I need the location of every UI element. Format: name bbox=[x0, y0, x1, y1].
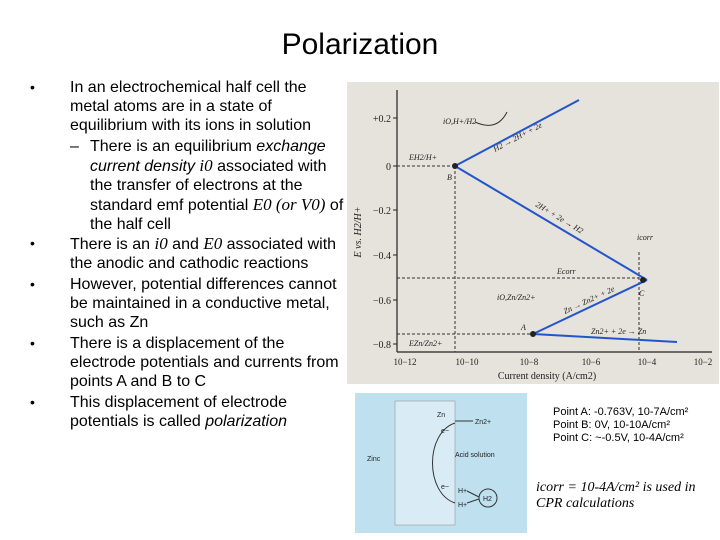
icorr-note bbox=[536, 480, 695, 512]
polarization-diagram bbox=[347, 82, 719, 384]
y-tick: +0.2 bbox=[372, 114, 391, 125]
bullet-3: • However, potential differences cannot be maintained in a conductive metal, such as Zn bbox=[30, 276, 337, 331]
x-axis-label: Current density (A/cm2) bbox=[497, 371, 597, 382]
svg-text:H+: H+ bbox=[458, 502, 468, 509]
svg-text:A: A bbox=[521, 323, 526, 332]
svg-text:e−: e− bbox=[441, 428, 449, 435]
svg-text:EH2/H+: EH2/H+ bbox=[409, 153, 438, 162]
x-tick: 10−4 bbox=[637, 357, 657, 367]
bullet-list bbox=[30, 78, 348, 433]
point-c bbox=[640, 277, 646, 283]
y-axis-label: E vs. H2/H+ bbox=[353, 206, 364, 258]
x-tick: 10−12 bbox=[393, 357, 417, 367]
y-tick: −0.4 bbox=[372, 251, 391, 262]
zinc-electrode bbox=[395, 401, 455, 525]
svg-text:H2: H2 bbox=[483, 496, 492, 503]
sub-bullet-1: – There is an equilibrium exchange current density i0 associated with the transfer of electrons at the standard emf potential E0 (or V0) of the half cell bbox=[70, 138, 344, 233]
x-tick: 10−6 bbox=[581, 357, 601, 367]
x-tick: 10−8 bbox=[519, 357, 539, 367]
y-tick: −0.6 bbox=[372, 296, 391, 307]
x-ticks bbox=[393, 357, 712, 367]
bullet-5: • This displacement of electrode potentials is called polarization bbox=[30, 394, 288, 430]
point-a-text: Point A: -0.763V, 10-7A/cm² bbox=[553, 406, 689, 418]
svg-text:Ecorr: Ecorr bbox=[557, 267, 576, 276]
zn-oxidation-line bbox=[533, 280, 647, 334]
icorr-note-line-1: icorr = 10-4A/cm² is used in bbox=[536, 480, 696, 495]
h2-reduction-line bbox=[455, 166, 647, 280]
svg-text:Zn2+ + 2e → Zn: Zn2+ + 2e → Zn bbox=[591, 327, 647, 336]
svg-text:Acid solution: Acid solution bbox=[455, 452, 495, 459]
slide-title: Polarization bbox=[281, 28, 439, 61]
bullet-1-text: In an electrochemical half cell the metal atoms are in a state of equilibrium with its ions in solution bbox=[70, 79, 311, 134]
points-list bbox=[553, 406, 688, 445]
svg-text:e−: e− bbox=[441, 484, 449, 491]
svg-text:iO,H+/H2: iO,H+/H2 bbox=[443, 117, 477, 126]
x-tick: 10−10 bbox=[455, 357, 479, 367]
bullet-1: • In an electrochemical half cell the metal atoms are in a state of equilibrium with its ions in solution bbox=[30, 79, 311, 134]
y-tick: 0 bbox=[386, 162, 391, 173]
svg-text:iO,Zn/Zn2+: iO,Zn/Zn2+ bbox=[497, 293, 536, 302]
i0-symbol: i0 bbox=[199, 156, 213, 175]
y-tick: −0.2 bbox=[372, 206, 391, 217]
bullet-2: • There is an i0 and E0 associated with the anodic and cathodic reactions bbox=[30, 234, 337, 272]
point-b-text: Point B: 0V, 10-10A/cm² bbox=[553, 419, 670, 431]
svg-text:Zinc: Zinc bbox=[367, 456, 381, 463]
svg-text:C: C bbox=[639, 289, 645, 298]
svg-text:H2 → 2H+ + 2e: H2 → 2H+ + 2e bbox=[491, 120, 544, 154]
point-b bbox=[452, 163, 458, 169]
svg-text:2H+ + 2e → H2: 2H+ + 2e → H2 bbox=[533, 199, 585, 236]
io-h2-arrow bbox=[475, 112, 507, 125]
svg-text:H+: H+ bbox=[458, 488, 468, 495]
svg-text:icorr: icorr bbox=[637, 233, 653, 242]
svg-text:B: B bbox=[447, 173, 452, 182]
point-c-text: Point C: ~-0.5V, 10-4A/cm² bbox=[553, 432, 684, 444]
icorr-note-line-2: CPR calculations bbox=[536, 496, 635, 511]
svg-text:EZn/Zn2+: EZn/Zn2+ bbox=[409, 339, 443, 348]
svg-text:Zn: Zn bbox=[437, 412, 446, 419]
y-tick: −0.8 bbox=[372, 340, 391, 351]
zinc-acid-cell-diagram bbox=[355, 393, 527, 533]
svg-text:Zn2+: Zn2+ bbox=[475, 419, 492, 426]
svg-text:Zn → Zn2+ + 2e: Zn → Zn2+ + 2e bbox=[562, 284, 616, 316]
x-tick: 10−2 bbox=[693, 357, 713, 367]
point-a bbox=[530, 331, 536, 337]
e0-symbol: E0 (or V0) bbox=[252, 195, 326, 214]
bullet-4: • There is a displacement of the electrode potentials and currents from points A and B to C bbox=[30, 335, 339, 390]
y-ticks bbox=[373, 114, 397, 351]
